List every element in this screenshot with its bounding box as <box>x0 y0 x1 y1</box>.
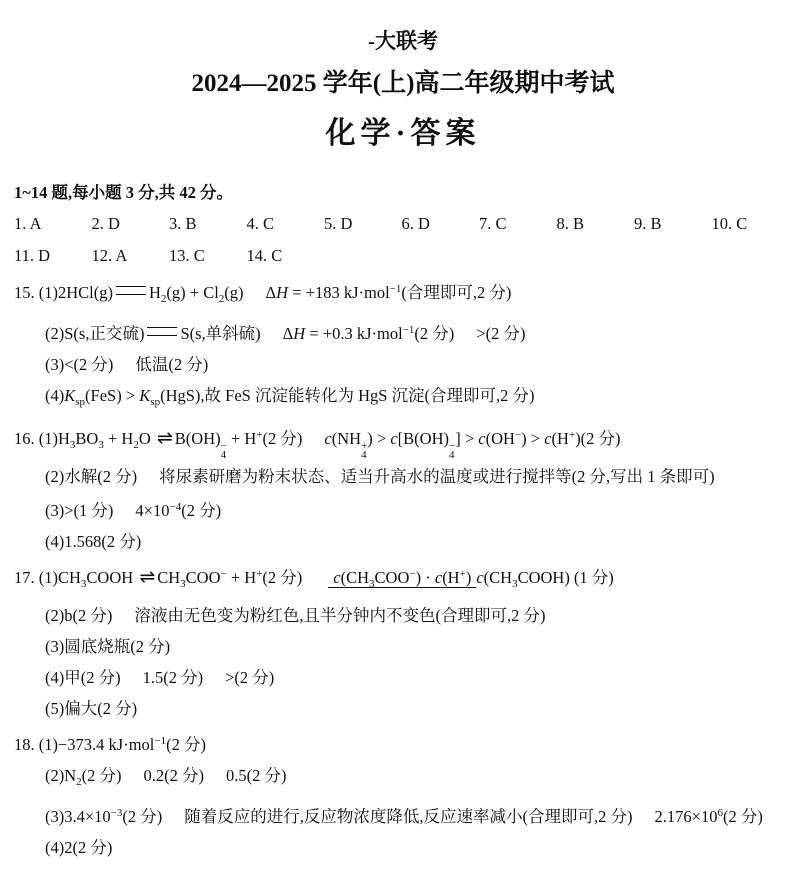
formula-text: CH <box>157 568 181 587</box>
superscript: − <box>220 568 227 580</box>
formula-text: 0.5(2 分) <box>226 766 287 785</box>
choice-answer: 8. B <box>556 214 585 233</box>
formula-text: (2 分) <box>181 501 222 520</box>
superscript: − <box>514 429 522 441</box>
choice-answer: 4. C <box>246 214 275 233</box>
superscript: −4 <box>169 501 182 513</box>
superscript: + <box>361 440 368 452</box>
formula-variable: c <box>333 568 341 588</box>
subscript: 4 <box>361 449 367 461</box>
subscript: sp <box>150 396 161 408</box>
formula-text: (3)3.4×10 <box>45 807 111 826</box>
choice-answer: 12. A <box>91 246 128 265</box>
subscript: 3 <box>80 578 87 590</box>
superscript: −1 <box>402 324 415 336</box>
page-header <box>14 28 792 152</box>
formula-text: ] > <box>455 429 479 448</box>
answer-line <box>14 631 792 662</box>
formula-text: COO <box>374 568 410 588</box>
formula-text: BO <box>75 429 99 448</box>
formula-text: (FeS) > <box>85 386 140 405</box>
answer-line <box>14 380 792 418</box>
formula-text: COO <box>185 568 221 587</box>
subscript: 2 <box>133 439 139 451</box>
superscript: −1 <box>154 735 167 747</box>
double-line-equals-icon <box>147 327 177 336</box>
formula-text: (4)甲(2 分) <box>45 668 121 687</box>
formula-text: 低温(2 分) <box>135 355 209 374</box>
formula-text: + H <box>226 429 257 448</box>
formula-text: 4×10 <box>135 501 170 520</box>
formula-text: (5)偏大(2 分) <box>45 699 138 718</box>
formula-text: 2.176×10 <box>654 807 718 826</box>
formula-text: 18. (1)−373.4 kJ·mol <box>14 735 155 754</box>
answer-line <box>14 349 792 380</box>
free-response-answers <box>14 274 792 863</box>
section-note: 1~14 题,每小题 3 分,共 42 分。 <box>14 183 233 202</box>
subscript: sp <box>75 396 86 408</box>
subscript: 3 <box>69 439 76 451</box>
formula-text: H <box>148 283 161 302</box>
formula-text: (2 分) <box>722 807 763 826</box>
superscript: −1 <box>389 283 402 295</box>
formula-text: COOH) <box>517 568 570 588</box>
formula-text: B(OH) <box>174 429 221 448</box>
question-answer-block-17 <box>14 559 792 724</box>
formula-variable: c <box>324 429 332 448</box>
formula-text: (1 分) <box>573 568 614 587</box>
formula-text: Δ <box>282 324 294 343</box>
equilibrium-arrow-icon: ⇌ <box>156 427 173 449</box>
answer-line <box>14 832 792 863</box>
formula-text: (g) + Cl <box>166 283 219 302</box>
fraction <box>328 564 570 594</box>
double-line-equals-icon <box>116 286 146 295</box>
formula-text: (2)b(2 分) <box>45 606 113 625</box>
formula-text: = +0.3 kJ·mol <box>305 324 403 343</box>
answer-line <box>14 492 792 526</box>
answer-line <box>14 693 792 724</box>
formula-text: 1.5(2 分) <box>142 668 204 687</box>
superscript: + <box>256 429 263 441</box>
formula-text: )(2 分) <box>575 429 621 448</box>
subscript: 3 <box>512 578 518 591</box>
superscript: 6 <box>717 807 723 819</box>
choice-answers-row-2 <box>14 240 792 272</box>
choice-answer: 5. D <box>324 214 353 233</box>
formula-text: (2 分) <box>122 807 163 826</box>
choice-answer: 3. B <box>169 214 197 233</box>
formula-text: + H <box>103 429 134 448</box>
formula-text: >(2 分) <box>225 668 275 687</box>
subscript: 4 <box>220 449 227 461</box>
formula-text: O <box>138 429 155 448</box>
choice-answer: 14. C <box>246 246 283 265</box>
formula-text: (4)1.568(2 分) <box>45 532 142 551</box>
question-answer-block-16 <box>14 420 792 557</box>
formula-text: 将尿素研磨为粉末状态、适当升高水的温度或进行搅拌等(2 分,写出 1 条即可) <box>159 467 715 486</box>
choice-answer: 2. D <box>91 214 120 233</box>
formula-text: 17. (1)CH <box>14 568 81 587</box>
answer-line <box>14 526 792 557</box>
formula-text: (2 分) <box>414 324 455 343</box>
formula-variable: c <box>478 429 486 448</box>
formula-text: (g) <box>224 283 244 302</box>
formula-text: (2 分) <box>166 735 206 754</box>
formula-text: 溶液由无色变为粉红色,且半分钟内不变色(合理即可,2 分) <box>134 606 546 625</box>
subscript: 3 <box>98 439 104 451</box>
equilibrium-arrow-icon: ⇌ <box>139 566 156 588</box>
formula-text: S(s,单斜硫) <box>180 324 261 343</box>
formula-variable: c <box>476 568 484 588</box>
formula-text: 16. (1)H <box>14 429 70 448</box>
formula-variable: c <box>434 568 443 588</box>
formula-text: (2 分) <box>262 568 303 587</box>
choice-answer: 9. B <box>634 214 662 233</box>
question-answer-block-15 <box>14 274 792 418</box>
subject-title: 化学·答案 <box>325 117 481 150</box>
formula-text: (4)2(2 分) <box>45 838 113 857</box>
superscript: − <box>220 440 227 452</box>
formula-text: (4) <box>45 386 65 405</box>
formula-variable: c <box>390 429 398 448</box>
subscript: 2 <box>218 293 225 305</box>
choice-answer: 10. C <box>711 214 748 233</box>
formula-text: 0.2(2 分) <box>143 766 205 785</box>
answer-line <box>14 662 792 693</box>
choice-answer: 13. C <box>169 246 205 265</box>
formula-text: 15. (1)2HCl(g) <box>14 283 113 302</box>
answer-line <box>14 315 792 349</box>
formula-variable: K <box>139 386 151 405</box>
answer-line <box>14 461 792 492</box>
formula-variable: c <box>544 429 552 448</box>
answer-line <box>14 274 792 315</box>
formula-text: >(2 分) <box>476 324 526 343</box>
formula-text: (NH <box>331 429 362 448</box>
formula-text: (OH <box>485 429 515 448</box>
question-answer-block-18 <box>14 726 792 863</box>
formula-text: ) > <box>367 429 391 448</box>
formula-text: (CH <box>483 568 513 588</box>
exam-title: 2024—2025 学年(上)高二年级期中考试 <box>191 70 615 97</box>
formula-text: (2)水解(2 分) <box>45 467 138 486</box>
choice-answers-row-1 <box>14 208 792 240</box>
choice-answer: 6. D <box>401 214 430 233</box>
formula-text: (3)>(1 分) <box>45 501 114 520</box>
formula-text: + H <box>226 568 257 587</box>
formula-text: ) > <box>521 429 545 448</box>
answer-line <box>14 559 792 600</box>
answer-line <box>14 798 792 832</box>
subscript: 2 <box>76 776 82 788</box>
superscript: + <box>568 429 576 441</box>
subscript: 3 <box>369 578 375 591</box>
choice-answer: 11. D <box>14 246 51 265</box>
formula-text: ) <box>465 568 472 588</box>
formula-text: ) · <box>415 568 435 588</box>
fraction-numerator <box>328 568 476 591</box>
formula-text: (H <box>442 568 460 588</box>
formula-variable: K <box>64 386 76 405</box>
formula-text: 随着反应的进行,反应物浓度降低,反应速率减小(合理即可,2 分) <box>184 807 633 826</box>
choice-answer: 7. C <box>479 214 507 233</box>
formula-text: COOH <box>86 568 138 587</box>
formula-text: = +183 kJ·mol <box>288 283 390 302</box>
answer-line <box>14 760 792 798</box>
superscript: + <box>256 568 263 580</box>
brand-title: -大联考 <box>368 29 438 53</box>
superscript: − <box>449 440 456 452</box>
formula-text: (合理即可,2 分) <box>401 283 512 302</box>
answer-line <box>14 600 792 631</box>
formula-text: (3)圆底烧瓶(2 分) <box>45 637 171 656</box>
formula-text: (3)<(2 分) <box>45 355 114 374</box>
formula-text: (2)S(s,正交硫) <box>45 324 145 343</box>
answer-line <box>14 726 792 760</box>
formula-text: (2 分) <box>81 766 122 785</box>
choice-answer: 1. A <box>14 214 42 233</box>
subscript: 3 <box>180 578 186 590</box>
subscript: 4 <box>449 449 455 461</box>
formula-variable: H <box>276 283 289 302</box>
formula-variable: H <box>293 324 306 343</box>
fraction-denominator <box>476 567 570 591</box>
formula-text: (2)N <box>45 766 77 785</box>
answer-line <box>14 420 792 461</box>
superscript: + <box>459 568 466 581</box>
subscript: 2 <box>160 293 167 305</box>
superscript: − <box>409 568 416 581</box>
formula-text: (2 分) <box>262 429 303 448</box>
formula-text: Δ <box>265 283 277 302</box>
formula-text: (CH <box>340 568 370 588</box>
superscript: −3 <box>110 807 123 819</box>
formula-text: (H <box>551 429 569 448</box>
formula-text: [B(OH) <box>397 429 449 448</box>
formula-text: (HgS),故 FeS 沉淀能转化为 HgS 沉淀(合理即可,2 分) <box>160 386 535 405</box>
